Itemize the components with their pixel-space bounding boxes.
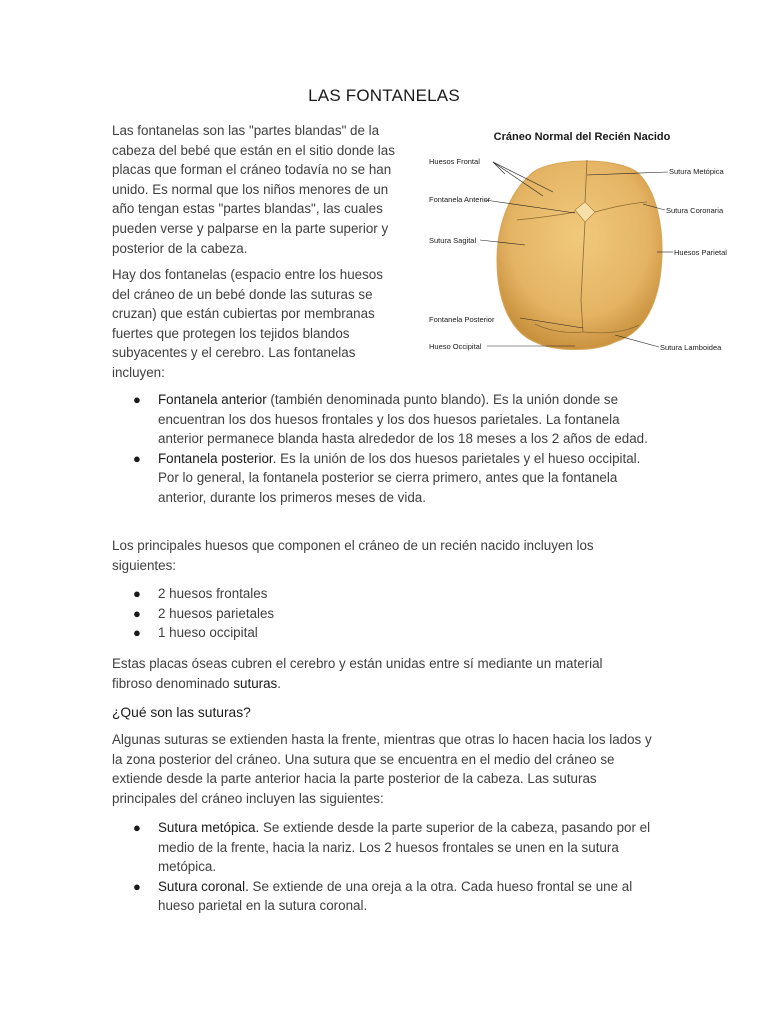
label-hueso-occipital: Hueso Occipital	[429, 342, 482, 351]
bones-intro: Los principales huesos que componen el cráneo de un recién nacido incluyen los siguientes:	[112, 538, 594, 573]
list-item	[116, 623, 516, 643]
intro-paragraph-2: Hay dos fontanelas (espacio entre los huesos del cráneo de un bebé donde las suturas se cruzan) que están cubiertas por membranas fuertes que protegen los tejidos blandos subyacentes y el cerebro. Las fontanelas incluyen:	[112, 267, 383, 380]
skull-figure	[425, 120, 745, 365]
bullet-icon: ●	[133, 450, 141, 466]
sutura-coronal-term: Sutura coronal.	[158, 878, 249, 894]
list-item	[116, 877, 656, 916]
bullet-icon: ●	[133, 625, 141, 641]
bone-item: 1 hueso occipital	[158, 625, 258, 641]
bullet-icon: ●	[133, 586, 141, 601]
skull-diagram	[425, 120, 745, 365]
list-item	[116, 818, 656, 877]
bullet-icon: ●	[133, 820, 141, 835]
list-item	[116, 449, 656, 508]
sutura-metopica-text: Se extiende desde la parte superior de la cabeza, pasando por el medio de la frente, hacia la nariz. Los 2 huesos frontales se unen en la sutura metópica.	[158, 820, 651, 875]
label-sutura-metopica: Sutura Metópica	[669, 167, 724, 176]
label-huesos-frontal: Huesos Frontal	[429, 157, 480, 166]
plates-text: Estas placas óseas cubren el cerebro y están unidas entre sí mediante un material fibroso denominado	[112, 656, 603, 691]
label-huesos-parietal: Huesos Parietal	[674, 248, 727, 257]
plates-end: .	[277, 675, 281, 691]
label-sutura-coronaria: Sutura Coronaria	[666, 206, 724, 215]
figure-title: Cráneo Normal del Recién Nacido	[493, 131, 671, 143]
label-sutura-lamboidea: Sutura Lamboidea	[660, 343, 722, 352]
bullet-icon: ●	[133, 392, 141, 407]
plates-term: suturas	[233, 675, 278, 691]
fontanela-posterior-text: . Es la unión de los dos huesos parietales y el hueso occipital. Por lo general, la fontanela posterior se cierra primero, antes que la fontanela anterior, durante los primeros meses de vida.	[158, 450, 641, 505]
intro-paragraph-1: Las fontanelas son las "partes blandas" de la cabeza del bebé que están en el sitio donde las placas que forman el cráneo todavía no se han unido. Es normal que los niños menores de un año tengan estas "partes blandas", las cuales pueden verse y palparse en la parte superior y posterior de la cabeza.	[112, 123, 395, 256]
fontanelas-list	[116, 390, 656, 508]
list-item	[116, 584, 516, 604]
bullet-icon: ●	[133, 605, 141, 621]
fontanela-anterior-text: (también denominada punto blando). Es la unión donde se encuentran los dos huesos frontales y los dos huesos parietales. La fontanela anterior permanece blanda hasta alrededor de los 18 meses a los 2 años de edad.	[158, 392, 648, 447]
list-item	[116, 390, 656, 449]
page-title: LAS FONTANELAS	[308, 86, 460, 105]
bone-item: 2 huesos frontales	[158, 586, 268, 601]
sutures-paragraph: Algunas suturas se extienden hasta la frente, mientras que otras lo hacen hacia los lados y la zona posterior del cráneo. Una sutura que se encuentra en el medio del cráneo se extiende desde la parte anterior hacia la parte posterior de la cabeza. Las suturas principales del cráneo incluyen las siguientes:	[112, 732, 652, 806]
sutura-coronal-text: Se extiende de una oreja a la otra. Cada hueso frontal se une al hueso parietal en la sutura coronal.	[158, 878, 633, 914]
fontanela-anterior-term: Fontanela anterior	[158, 392, 267, 407]
plates-paragraph	[112, 654, 632, 693]
bones-list	[116, 584, 516, 643]
label-sutura-sagital: Sutura Sagital	[429, 236, 477, 245]
skull-shape	[497, 161, 662, 349]
label-fontanela-anterior: Fontanela Anterior	[429, 195, 491, 204]
sutures-list	[116, 818, 656, 916]
list-item	[116, 604, 516, 624]
bone-item: 2 huesos parietales	[158, 605, 275, 621]
sutures-heading: ¿Qué son las suturas?	[112, 705, 251, 720]
bullet-icon: ●	[133, 878, 141, 894]
fontanela-posterior-term: Fontanela posterior	[158, 450, 273, 466]
label-fontanela-posterior: Fontanela Posterior	[429, 315, 495, 324]
sutura-metopica-term: Sutura metópica.	[158, 820, 260, 835]
